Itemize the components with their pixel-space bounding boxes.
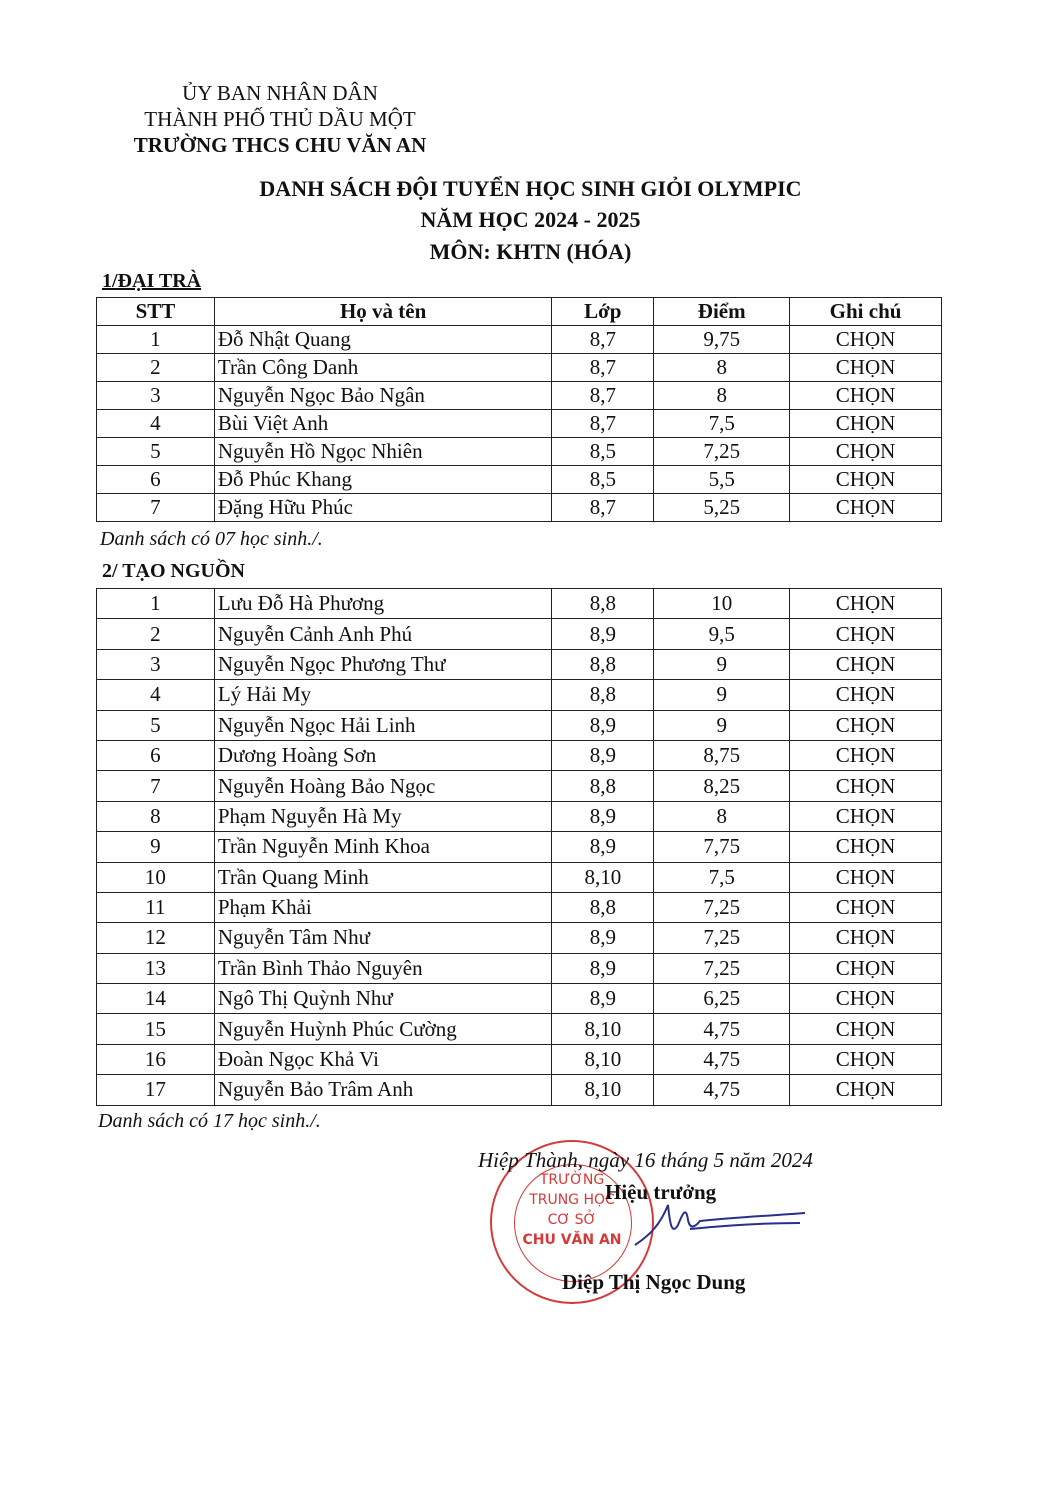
cell-note: CHỌN	[790, 466, 942, 494]
table-row	[97, 862, 942, 892]
cell-stt: 3	[97, 649, 215, 679]
cell-score: 9,75	[654, 326, 790, 354]
section-2-note: Danh sách có 17 học sinh./.	[98, 1110, 321, 1132]
cell-class: 8,8	[552, 680, 654, 710]
column-header-stt: STT	[97, 298, 215, 326]
cell-class: 8,10	[552, 1014, 654, 1044]
cell-stt: 13	[97, 953, 215, 983]
cell-name: Nguyễn Cảnh Anh Phú	[214, 619, 552, 649]
cell-score: 7,5	[654, 410, 790, 438]
cell-name: Nguyễn Ngọc Bảo Ngân	[214, 382, 552, 410]
cell-name: Dương Hoàng Sơn	[214, 740, 552, 770]
table-dai-tra	[96, 297, 942, 522]
cell-class: 8,10	[552, 1044, 654, 1074]
table-row	[97, 984, 942, 1014]
table-row	[97, 382, 942, 410]
cell-name: Lý Hải My	[214, 680, 552, 710]
cell-class: 8,9	[552, 740, 654, 770]
section-2-heading: 2/ TẠO NGUỒN	[102, 560, 245, 582]
cell-name: Lưu Đỗ Hà Phương	[214, 589, 552, 619]
cell-class: 8,9	[552, 953, 654, 983]
cell-score: 9,5	[654, 619, 790, 649]
cell-score: 5,25	[654, 494, 790, 522]
header-line-2: THÀNH PHỐ THỦ DẦU MỘT	[144, 107, 416, 131]
table-row	[97, 326, 942, 354]
cell-score: 9	[654, 680, 790, 710]
table-row	[97, 589, 942, 619]
cell-class: 8,8	[552, 892, 654, 922]
table-row	[97, 649, 942, 679]
seal-text-1: TRƯỜNG	[539, 1172, 605, 1188]
cell-stt: 4	[97, 410, 215, 438]
cell-name: Bùi Việt Anh	[214, 410, 552, 438]
cell-class: 8,7	[552, 326, 654, 354]
cell-score: 9	[654, 649, 790, 679]
cell-stt: 4	[97, 680, 215, 710]
cell-stt: 7	[97, 771, 215, 801]
cell-name: Đỗ Nhật Quang	[214, 326, 552, 354]
table-row	[97, 832, 942, 862]
cell-stt: 17	[97, 1075, 215, 1105]
column-header-score: Điểm	[654, 298, 790, 326]
cell-name: Nguyễn Hồ Ngọc Nhiên	[214, 438, 552, 466]
cell-note: CHỌN	[790, 438, 942, 466]
cell-note: CHỌN	[790, 1014, 942, 1044]
cell-score: 10	[654, 589, 790, 619]
cell-stt: 5	[97, 710, 215, 740]
cell-class: 8,7	[552, 410, 654, 438]
section-1-heading: 1/ĐẠI TRÀ	[102, 270, 202, 292]
cell-note: CHỌN	[790, 953, 942, 983]
cell-name: Phạm Khải	[214, 892, 552, 922]
cell-class: 8,7	[552, 354, 654, 382]
document-subject: MÔN: KHTN (HÓA)	[429, 239, 632, 264]
cell-class: 8,5	[552, 438, 654, 466]
cell-name: Ngô Thị Quỳnh Như	[214, 984, 552, 1014]
cell-class: 8,9	[552, 832, 654, 862]
cell-score: 8	[654, 354, 790, 382]
cell-class: 8,9	[552, 801, 654, 831]
cell-note: CHỌN	[790, 680, 942, 710]
cell-note: CHỌN	[790, 354, 942, 382]
cell-name: Đặng Hữu Phúc	[214, 494, 552, 522]
cell-score: 8,25	[654, 771, 790, 801]
table-row	[97, 466, 942, 494]
cell-note: CHỌN	[790, 326, 942, 354]
cell-class: 8,5	[552, 466, 654, 494]
cell-score: 9	[654, 710, 790, 740]
cell-score: 7,25	[654, 438, 790, 466]
cell-name: Nguyễn Huỳnh Phúc Cường	[214, 1014, 552, 1044]
cell-class: 8,7	[552, 494, 654, 522]
cell-score: 6,25	[654, 984, 790, 1014]
table-row	[97, 354, 942, 382]
cell-note: CHỌN	[790, 1044, 942, 1074]
cell-class: 8,9	[552, 923, 654, 953]
table-row	[97, 740, 942, 770]
cell-name: Đoàn Ngọc Khả Vi	[214, 1044, 552, 1074]
header-line-1: ỦY BAN NHÂN DÂN	[182, 81, 378, 105]
cell-stt: 3	[97, 382, 215, 410]
cell-note: CHỌN	[790, 862, 942, 892]
table-header-row	[97, 298, 942, 326]
cell-note: CHỌN	[790, 1075, 942, 1105]
cell-note: CHỌN	[790, 494, 942, 522]
cell-stt: 6	[97, 740, 215, 770]
cell-score: 7,25	[654, 953, 790, 983]
table-row	[97, 801, 942, 831]
cell-note: CHỌN	[790, 984, 942, 1014]
seal-text-3: CƠ SỞ	[547, 1212, 597, 1228]
cell-stt: 1	[97, 589, 215, 619]
cell-name: Trần Quang Minh	[214, 862, 552, 892]
cell-name: Nguyễn Ngọc Phương Thư	[214, 649, 552, 679]
cell-note: CHỌN	[790, 589, 942, 619]
seal-text-2: TRUNG HỌC	[529, 1192, 615, 1208]
cell-name: Trần Nguyễn Minh Khoa	[214, 832, 552, 862]
table-row	[97, 619, 942, 649]
table-row	[97, 1075, 942, 1105]
cell-stt: 15	[97, 1014, 215, 1044]
cell-name: Nguyễn Tâm Như	[214, 923, 552, 953]
handwritten-signature	[630, 1195, 820, 1255]
cell-note: CHỌN	[790, 410, 942, 438]
cell-score: 7,75	[654, 832, 790, 862]
cell-note: CHỌN	[790, 801, 942, 831]
cell-note: CHỌN	[790, 923, 942, 953]
cell-score: 5,5	[654, 466, 790, 494]
document-title: DANH SÁCH ĐỘI TUYỂN HỌC SINH GIỎI OLYMPIC	[259, 176, 802, 201]
cell-score: 8,75	[654, 740, 790, 770]
table-row	[97, 923, 942, 953]
section-1-note: Danh sách có 07 học sinh./.	[100, 528, 323, 550]
table-row	[97, 1014, 942, 1044]
cell-score: 4,75	[654, 1014, 790, 1044]
table-row	[97, 710, 942, 740]
cell-name: Trần Bình Thảo Nguyên	[214, 953, 552, 983]
table-row	[97, 892, 942, 922]
cell-class: 8,9	[552, 710, 654, 740]
cell-note: CHỌN	[790, 649, 942, 679]
signer-name: Diệp Thị Ngọc Dung	[562, 1270, 746, 1294]
cell-score: 7,25	[654, 923, 790, 953]
cell-score: 7,25	[654, 892, 790, 922]
cell-stt: 14	[97, 984, 215, 1014]
cell-stt: 11	[97, 892, 215, 922]
cell-name: Nguyễn Hoàng Bảo Ngọc	[214, 771, 552, 801]
cell-stt: 9	[97, 832, 215, 862]
cell-score: 4,75	[654, 1044, 790, 1074]
cell-class: 8,8	[552, 649, 654, 679]
cell-note: CHỌN	[790, 382, 942, 410]
cell-note: CHỌN	[790, 832, 942, 862]
document-school-year: NĂM HỌC 2024 - 2025	[420, 207, 641, 232]
cell-stt: 10	[97, 862, 215, 892]
table-row	[97, 680, 942, 710]
column-header-note: Ghi chú	[790, 298, 942, 326]
header-school-name: TRƯỜNG THCS CHU VĂN AN	[133, 133, 427, 157]
table-row	[97, 953, 942, 983]
cell-score: 8	[654, 382, 790, 410]
cell-name: Đỗ Phúc Khang	[214, 466, 552, 494]
table-row	[97, 438, 942, 466]
cell-class: 8,7	[552, 382, 654, 410]
cell-class: 8,8	[552, 589, 654, 619]
cell-name: Nguyễn Bảo Trâm Anh	[214, 1075, 552, 1105]
table-row	[97, 494, 942, 522]
cell-score: 8	[654, 801, 790, 831]
cell-class: 8,8	[552, 771, 654, 801]
cell-stt: 8	[97, 801, 215, 831]
cell-class: 8,9	[552, 984, 654, 1014]
cell-note: CHỌN	[790, 771, 942, 801]
cell-class: 8,10	[552, 862, 654, 892]
cell-name: Nguyễn Ngọc Hải Linh	[214, 710, 552, 740]
cell-stt: 2	[97, 354, 215, 382]
cell-note: CHỌN	[790, 740, 942, 770]
cell-stt: 2	[97, 619, 215, 649]
cell-stt: 5	[97, 438, 215, 466]
cell-note: CHỌN	[790, 710, 942, 740]
table-row	[97, 410, 942, 438]
cell-class: 8,10	[552, 1075, 654, 1105]
cell-score: 4,75	[654, 1075, 790, 1105]
cell-class: 8,9	[552, 619, 654, 649]
cell-note: CHỌN	[790, 619, 942, 649]
signer-role: Hiệu trưởng	[605, 1180, 717, 1204]
cell-stt: 6	[97, 466, 215, 494]
cell-stt: 16	[97, 1044, 215, 1074]
cell-note: CHỌN	[790, 892, 942, 922]
cell-stt: 12	[97, 923, 215, 953]
column-header-name: Họ và tên	[214, 298, 552, 326]
cell-stt: 7	[97, 494, 215, 522]
cell-stt: 1	[97, 326, 215, 354]
table-tao-nguon	[96, 588, 942, 1106]
table-row	[97, 771, 942, 801]
table-row	[97, 1044, 942, 1074]
cell-name: Trần Công Danh	[214, 354, 552, 382]
column-header-class: Lớp	[552, 298, 654, 326]
place-date: Hiệp Thành, ngày 16 tháng 5 năm 2024	[478, 1148, 813, 1172]
cell-name: Phạm Nguyễn Hà My	[214, 801, 552, 831]
seal-text-4: CHU VĂN AN	[522, 1232, 622, 1248]
cell-score: 7,5	[654, 862, 790, 892]
